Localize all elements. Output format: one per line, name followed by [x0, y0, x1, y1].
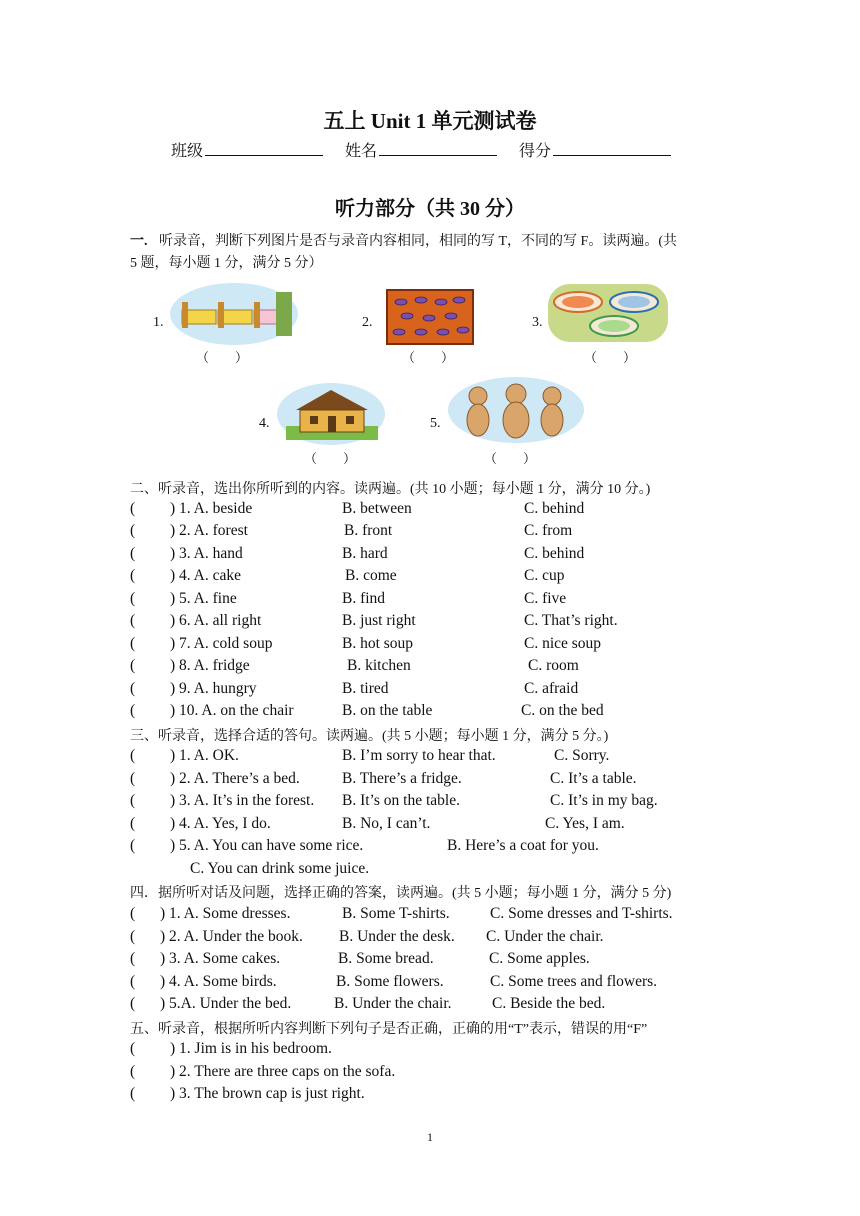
option-b: B. Some T-shirts.: [342, 905, 450, 922]
option-b: B. It’s on the table.: [342, 792, 460, 809]
class-blank[interactable]: [205, 141, 323, 156]
sec1-line1: 听录音，判断下列图片是否与录音内容相同，相同的写 T，不同的写 F。读两遍。(共: [159, 234, 677, 249]
answer-paren[interactable]: (: [130, 522, 136, 539]
name-blank[interactable]: [379, 141, 497, 156]
sec1-line2: 5 题，每小题 1 分，满分 5 分）: [130, 256, 323, 271]
option-c: C. cup: [524, 567, 565, 584]
option-a: ) 5. A. fine: [170, 590, 237, 607]
option-c: C. Yes, I am.: [545, 815, 625, 832]
option-a: ) 1. A. OK.: [170, 747, 239, 764]
option-b: B. come: [345, 567, 397, 584]
option-a: ) 9. A. hungry: [170, 680, 257, 697]
answer-paren[interactable]: (: [130, 545, 136, 562]
option-b: B. Under the chair.: [334, 995, 452, 1012]
answer-paren[interactable]: (: [130, 1085, 136, 1102]
option-b: B. I’m sorry to hear that.: [342, 747, 496, 764]
option-b: B. Some bread.: [338, 950, 434, 967]
answer-paren[interactable]: (: [130, 635, 136, 652]
option-c: C. behind: [524, 545, 585, 562]
option-c: C. room: [528, 657, 579, 674]
answer-paren[interactable]: (: [130, 770, 136, 787]
answer-paren[interactable]: (: [130, 702, 136, 719]
answer-paren[interactable]: (: [130, 680, 136, 697]
answer-paren[interactable]: (: [130, 928, 136, 945]
name-label: 姓名: [344, 143, 377, 160]
option-b: B. Under the desk.: [339, 928, 455, 945]
option-a: ) 2. A. There’s a bed.: [170, 770, 300, 787]
answer-paren[interactable]: (: [130, 950, 136, 967]
answer-paren[interactable]: (: [130, 905, 136, 922]
beds-picture-icon: [168, 280, 300, 348]
option-c: C. Some trees and flowers.: [490, 973, 658, 990]
three-bears-picture-icon: [446, 374, 586, 444]
option-b: B. Some flowers.: [336, 973, 444, 990]
answer-paren[interactable]: (: [130, 500, 136, 517]
pic5-answer[interactable]: （ ）: [484, 451, 537, 466]
option-a: ) 6. A. all right: [170, 612, 262, 629]
option-c: C. Sorry.: [554, 747, 610, 764]
option-a: ) 10. A. on the chair: [170, 702, 294, 719]
option-c: C. Some dresses and T-shirts.: [490, 905, 673, 922]
student-info-row: [0, 138, 860, 161]
answer-paren[interactable]: (: [130, 657, 136, 674]
statement: ) 2. There are three caps on the sofa.: [170, 1063, 396, 1080]
sec2-header: 二、听录音，选出你所听到的内容。读两遍。(共 10 小题；每小题 1 分，满分 10 分。): [130, 482, 651, 497]
option-c: C. That’s right.: [524, 612, 618, 629]
option-c: C. Beside the bed.: [492, 995, 606, 1012]
pic4-number: 4.: [259, 416, 270, 431]
pic5-number: 5.: [430, 416, 441, 431]
option-b: B. tired: [342, 680, 389, 697]
page-number: 1: [427, 1130, 433, 1144]
statement: ) 3. The brown cap is just right.: [170, 1085, 365, 1102]
answer-paren[interactable]: (: [130, 747, 136, 764]
page-title: 五上 Unit 1 单元测试卷: [323, 109, 537, 133]
answer-paren[interactable]: (: [130, 1040, 136, 1057]
option-a: ) 5. A. You can have some rice.: [170, 837, 364, 854]
sec3-header: 三、听录音，选择合适的答句。读两遍。(共 5 小题；每小题 1 分，满分 5 分。): [130, 729, 609, 744]
option-a: ) 1. A. beside: [170, 500, 253, 517]
option-c: C. It’s a table.: [550, 770, 637, 787]
statement: ) 1. Jim is in his bedroom.: [170, 1040, 332, 1057]
bowls-picture-icon: [548, 280, 668, 344]
option-c: C. afraid: [524, 680, 579, 697]
option-c: C. from: [524, 522, 573, 539]
answer-paren[interactable]: (: [130, 995, 136, 1012]
option-b: B. between: [342, 500, 412, 517]
answer-paren[interactable]: (: [130, 815, 136, 832]
sweets-box-icon: [385, 288, 475, 346]
option-a: ) 7. A. cold soup: [170, 635, 273, 652]
pic2-number: 2.: [362, 315, 373, 330]
option-a: ) 3. A. It’s in the forest.: [170, 792, 315, 809]
class-label: 班级: [170, 143, 203, 160]
answer-paren[interactable]: (: [130, 567, 136, 584]
answer-paren[interactable]: (: [130, 1063, 136, 1080]
option-a: ) 1. A. Some dresses.: [160, 905, 291, 922]
option-b: B. on the table: [342, 702, 433, 719]
option-c: C. nice soup: [524, 635, 602, 652]
score-label: 得分: [519, 143, 552, 160]
option-b: B. front: [344, 522, 393, 539]
option-c: C. It’s in my bag.: [550, 792, 658, 809]
option-a: ) 4. A. cake: [170, 567, 242, 584]
answer-paren[interactable]: (: [130, 792, 136, 809]
option-a: ) 3. A. hand: [170, 545, 243, 562]
option-a: ) 4. A. Some birds.: [160, 973, 277, 990]
answer-paren[interactable]: (: [130, 612, 136, 629]
pic3-number: 3.: [532, 315, 543, 330]
answer-paren[interactable]: (: [130, 973, 136, 990]
pic1-number: 1.: [153, 315, 164, 330]
sec5-header: 五、听录音，根据所听内容判断下列句子是否正确，正确的用“T”表示，错误的用“F”: [130, 1022, 648, 1037]
option-c: C. five: [524, 590, 567, 607]
pic4-answer[interactable]: （ ）: [304, 451, 357, 466]
option-c: C. behind: [524, 500, 585, 517]
pic1-answer[interactable]: （ ）: [196, 350, 249, 365]
option-b: B. just right: [342, 612, 416, 629]
option-a: ) 3. A. Some cakes.: [160, 950, 281, 967]
option-c: C. Under the chair.: [486, 928, 604, 945]
option-b: B. hard: [342, 545, 388, 562]
option-a: ) 8. A. fridge: [170, 657, 250, 674]
sec3-row-5-option-c: C. You can drink some juice.: [190, 860, 370, 877]
sec4-header: 四．据所听对话及问题，选择正确的答案，读两遍。(共 5 小题；每小题 1 分，满分 5 分): [130, 886, 672, 901]
answer-paren[interactable]: (: [130, 837, 136, 854]
house-picture-icon: [276, 380, 386, 446]
option-b: B. kitchen: [347, 657, 411, 674]
answer-paren[interactable]: (: [130, 590, 136, 607]
option-a: ) 4. A. Yes, I do.: [170, 815, 271, 832]
option-b: B. Here’s a coat for you.: [447, 837, 599, 854]
option-a: ) 2. A. Under the book.: [160, 928, 303, 945]
pic2-answer[interactable]: （ ）: [402, 350, 455, 365]
option-b: B. hot soup: [342, 635, 414, 652]
option-b: B. No, I can’t.: [342, 815, 431, 832]
sec1-instruction: [130, 230, 677, 250]
option-a: ) 5.A. Under the bed.: [160, 995, 292, 1012]
option-b: B. find: [342, 590, 386, 607]
option-c: C. on the bed: [521, 702, 604, 719]
pic3-answer[interactable]: （ ）: [584, 350, 637, 365]
score-blank[interactable]: [553, 141, 671, 156]
option-c: C. Some apples.: [489, 950, 590, 967]
option-b: B. There’s a fridge.: [342, 770, 462, 787]
sec1-mark: 一.: [130, 234, 148, 249]
listening-section-title: 听力部分（共 30 分）: [335, 198, 525, 220]
option-a: ) 2. A. forest: [170, 522, 248, 539]
